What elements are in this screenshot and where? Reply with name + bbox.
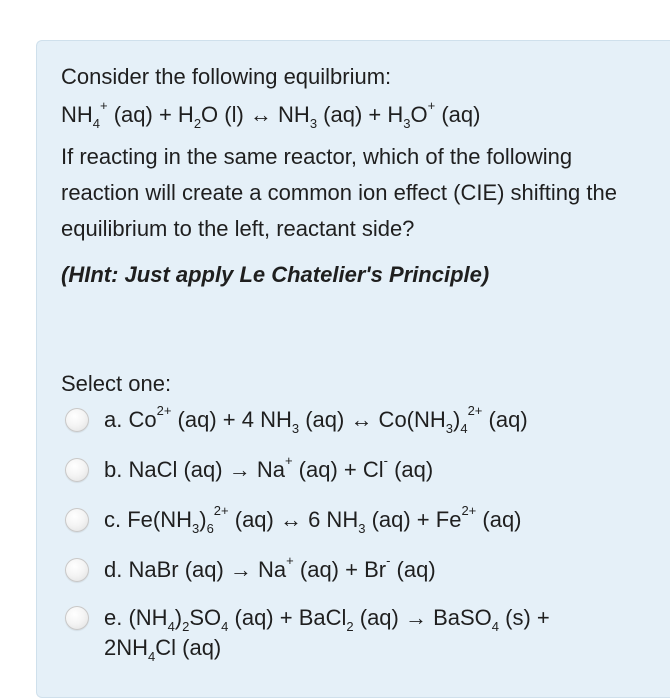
question-intro: Consider the following equilbrium: [61,64,392,89]
question-body: If reacting in the same reactor, which of the following reaction will create a common ion effect (CIE) shifting the equilibrium to the left, reactant side? [61,144,617,241]
option-c-label[interactable]: c. $Fe(NH_3)_6^{2+}$ (aq) ↔ 6 $NH_3$ $(aq) + Fe^{2+}$ (aq) [104,503,522,536]
option-b-label[interactable]: b. NaCl (aq) → Na+ (aq) + Cl- (aq) [104,453,434,482]
select-one-label: Select one: [61,371,172,396]
radio-e[interactable] [65,606,89,630]
option-e[interactable] [65,603,604,663]
option-d[interactable] [65,555,604,585]
question-text [61,59,641,293]
question-hint: (HInt: Just apply Le Chatelier's Principle) [61,262,490,287]
equilibrium-equation: $NH_4^+$ $(aq) + H_2O$ (l) ↔ $NH_3$ $(aq) + H_3O^+$ (aq) [61,98,481,131]
option-e-label[interactable]: e. $(NH_4)_2SO_4$ (aq) + BaCl$_2$ (aq) → BaSO$_4$ $(s) + 2NH_4Cl$ (aq) [104,605,550,664]
option-c[interactable] [65,505,604,535]
radio-a[interactable] [65,408,89,432]
radio-d[interactable] [65,558,89,582]
question-card [36,40,670,698]
option-a[interactable] [65,405,604,435]
radio-b[interactable] [65,458,89,482]
option-b[interactable] [65,455,604,485]
radio-c[interactable] [65,508,89,532]
option-a-label[interactable]: a. $Co^{2+}$ (aq) + 4 $NH_3$ (aq) ↔ $Co(NH_3)_4^{2+}$ (aq) [104,403,528,436]
option-d-label[interactable]: d. NaBr (aq) → Na+ (aq) + Br- (aq) [104,553,436,582]
